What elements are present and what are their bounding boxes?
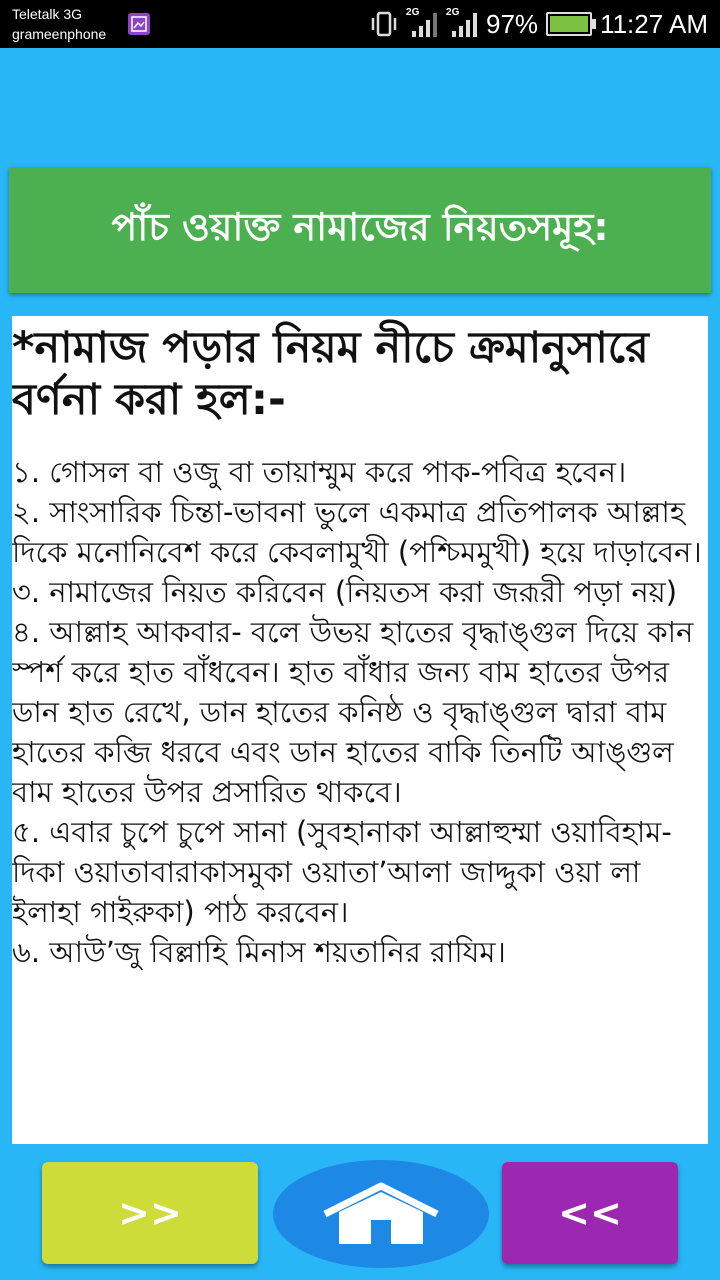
next-button-label: >> — [118, 1191, 182, 1235]
home-button[interactable] — [273, 1160, 489, 1268]
step-item: ১. গোসল বা ওজু বা তায়াম্মুম করে পাক-পবিত্র হবেন। — [12, 455, 627, 489]
signal-icon — [446, 9, 478, 39]
home-icon — [321, 1182, 441, 1248]
carrier-name-1: Teletalk 3G — [12, 6, 83, 22]
content-heading: *নামাজ পড়ার নিয়ম নীচে ক্রমানুসারে বর্ণনা করা হল:- — [12, 323, 649, 425]
network-type-2: 2G — [446, 7, 460, 18]
step-item: ৩. নামাজের নিয়ত করিবেন (নিয়তস করা জরূরী পড়া নয়) — [12, 575, 678, 609]
step-item: ২. সাংসারিক চিন্তা-ভাবনা ভুলে একমাত্র প্রতিপালক আল্লাহ দিকে মনোনিবেশ করে কেবলামুখী (পশ্চিমমুখী) হয়ে দাড়াবেন। — [12, 495, 702, 569]
next-button[interactable] — [42, 1162, 258, 1264]
page-title: পাঁচ ওয়াক্ত নামাজের নিয়তসমূহ: — [111, 205, 609, 249]
step-item: ৬. আউ’জু বিল্লাহি মিনাস শয়তানির রাযিম। — [12, 935, 506, 969]
title-banner — [9, 167, 711, 293]
status-indicators — [370, 0, 708, 48]
carrier-name-2: grameenphone — [12, 26, 107, 42]
clock: 11:27 AM — [600, 8, 708, 39]
gallery-icon — [128, 13, 150, 35]
battery-icon — [546, 12, 592, 36]
content-panel[interactable] — [12, 316, 708, 1144]
step-item: ৫. এবার চুপে চুপে সানা (সুবহানাকা আল্লাহুম্মা ওয়াবিহাম-দিকা ওয়াতাবারাকাসমুকা ওয়াতা’আলা জাদ্দুকা ওয়া লা ইলাহা গাইরুকা) পাঠ করবেন। — [12, 815, 672, 929]
previous-button-label: << — [558, 1191, 622, 1235]
status-bar — [0, 0, 720, 48]
signal-icon — [406, 9, 438, 39]
network-type-1: 2G — [406, 7, 420, 18]
vibrate-icon — [370, 11, 398, 37]
step-item: ৪. আল্লাহ আকবার- বলে উভয় হাতের বৃদ্ধাঙ্গুল দিয়ে কান স্পর্শ করে হাত বাঁধবেন। হাত বাঁধার জন্য বাম হাতের উপর ডান হাত রেখে, ডান হাতের কনিষ্ঠ ও বৃদ্ধাঙ্গুল দ্বারা বাম হাতের কব্জি ধরবে এবং ডান হাতের বাকি তিনটি আঙ্গুল বাম হাতের উপর প্রসারিত থাকবে। — [12, 615, 694, 809]
previous-button[interactable] — [502, 1162, 678, 1264]
battery-percent: 97% — [486, 8, 539, 39]
carrier-info — [12, 4, 106, 44]
